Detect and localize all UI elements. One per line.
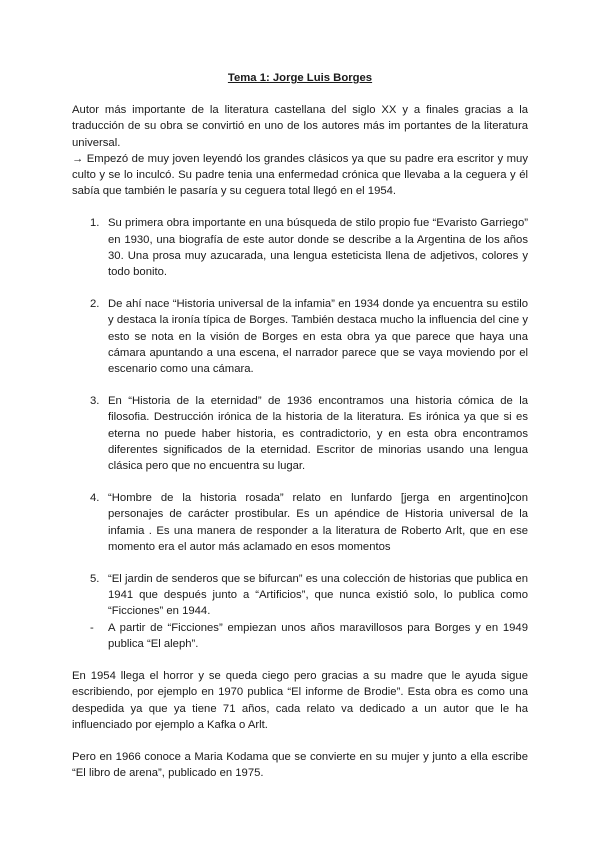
list-item-text: “Hombre de la historia rosada” relato en lunfardo [jerga en argentino]con personajes de carácter prostibular. Es un apéndice de Historia universal de la infamia . Es una manera de responder a la literatura de Roberto Arlt, que en ese momento era el autor más aclamado en esos momentos bbox=[108, 492, 528, 553]
dash-bullet: - bbox=[90, 621, 94, 634]
paragraph-1954: En 1954 llega el horror y se queda ciego pero gracias a su madre que le ayuda sigue escribiendo, por ejemplo en 1970 publica “El informe de Brodie”. Esta obra es como una despedida ya que ya tiene 71 años, cada relato va dedicado a un autor que le ha influenciado por ejemplo a Kafka o Arlt. bbox=[72, 670, 528, 731]
list-item bbox=[72, 393, 528, 474]
list-item-number: 1. bbox=[90, 217, 100, 230]
intro-paragraph: Autor más importante de la literatura castellana del siglo XX y a finales gracias a la traducción de su obra se convirtió en uno de los autores más im portantes de la literatura universal. bbox=[72, 104, 528, 149]
works-list bbox=[72, 215, 528, 619]
list-item-number: 4. bbox=[90, 492, 100, 505]
list-item-text: En “Historia de la eternidad” de 1936 encontramos una historia cómica de la filosofia. Destrucción irónica de la historia de la literatura. Es irónica ya que si es eterna no puede haber historia, es contradictorio, y en esta obra encontramos diferentes significados de la eternidad. Escritor de minorias usando una lengua clásica pero que no encuentra su lugar. bbox=[108, 395, 528, 473]
list-item-number: 2. bbox=[90, 298, 100, 311]
list-item bbox=[72, 215, 528, 280]
list-item-text: De ahí nace “Historia universal de la infamia” en 1934 donde ya encuentra su estilo y destaca la ironía típica de Borges. También destaca mucho la influencia del cine y esto se nota en la visión de Borges en esta obra ya que parece que haya una cámara apuntando a una escena, el narrador parece que se vaya moviendo por el escenario como una cámara. bbox=[108, 298, 528, 376]
dash-list-item-text: A partir de “Ficciones” empiezan unos años maravillosos para Borges y en 1949 publica “El aleph”. bbox=[108, 621, 528, 650]
list-item-number: 3. bbox=[90, 395, 100, 408]
paragraph-1966: Pero en 1966 conoce a Maria Kodama que se convierte en su mujer y junto a ella escribe “El libro de arena”, publicado en 1975. bbox=[72, 750, 528, 780]
dash-list-item bbox=[72, 620, 528, 652]
intro-paragraph-arrow: → Empezó de muy joven leyendó los grandes clásicos ya que su padre era escritor y muy culto y se lo inculcó. Su padre tenia una enfermedad crónica que llevaba a la ceguera y él sabía que también le pasaría y su ceguera total llegó en el 1954. bbox=[72, 152, 528, 198]
list-item bbox=[72, 296, 528, 377]
list-item-text: Su primera obra importante en una búsqueda de stilo propio fue “Evaristo Garriego” en 1930, una biografía de este autor donde se describe a la Argentina de los años 30. Una prosa muy azucarada, una lengua esteticista llena de adjetivos, colores y todo bonito. bbox=[108, 217, 528, 279]
list-item bbox=[72, 571, 528, 620]
list-item bbox=[72, 490, 528, 555]
list-item-text: “El jardin de senderos que se bifurcan” es una colección de historias que publica en 1941 que después junto a “Artificios”, que nunca existió solo, lo publica como “Ficciones” en 1944. bbox=[108, 573, 528, 618]
list-item-number: 5. bbox=[90, 573, 100, 586]
document-page bbox=[72, 70, 528, 797]
document-title: Tema 1: Jorge Luis Borges bbox=[227, 72, 373, 84]
